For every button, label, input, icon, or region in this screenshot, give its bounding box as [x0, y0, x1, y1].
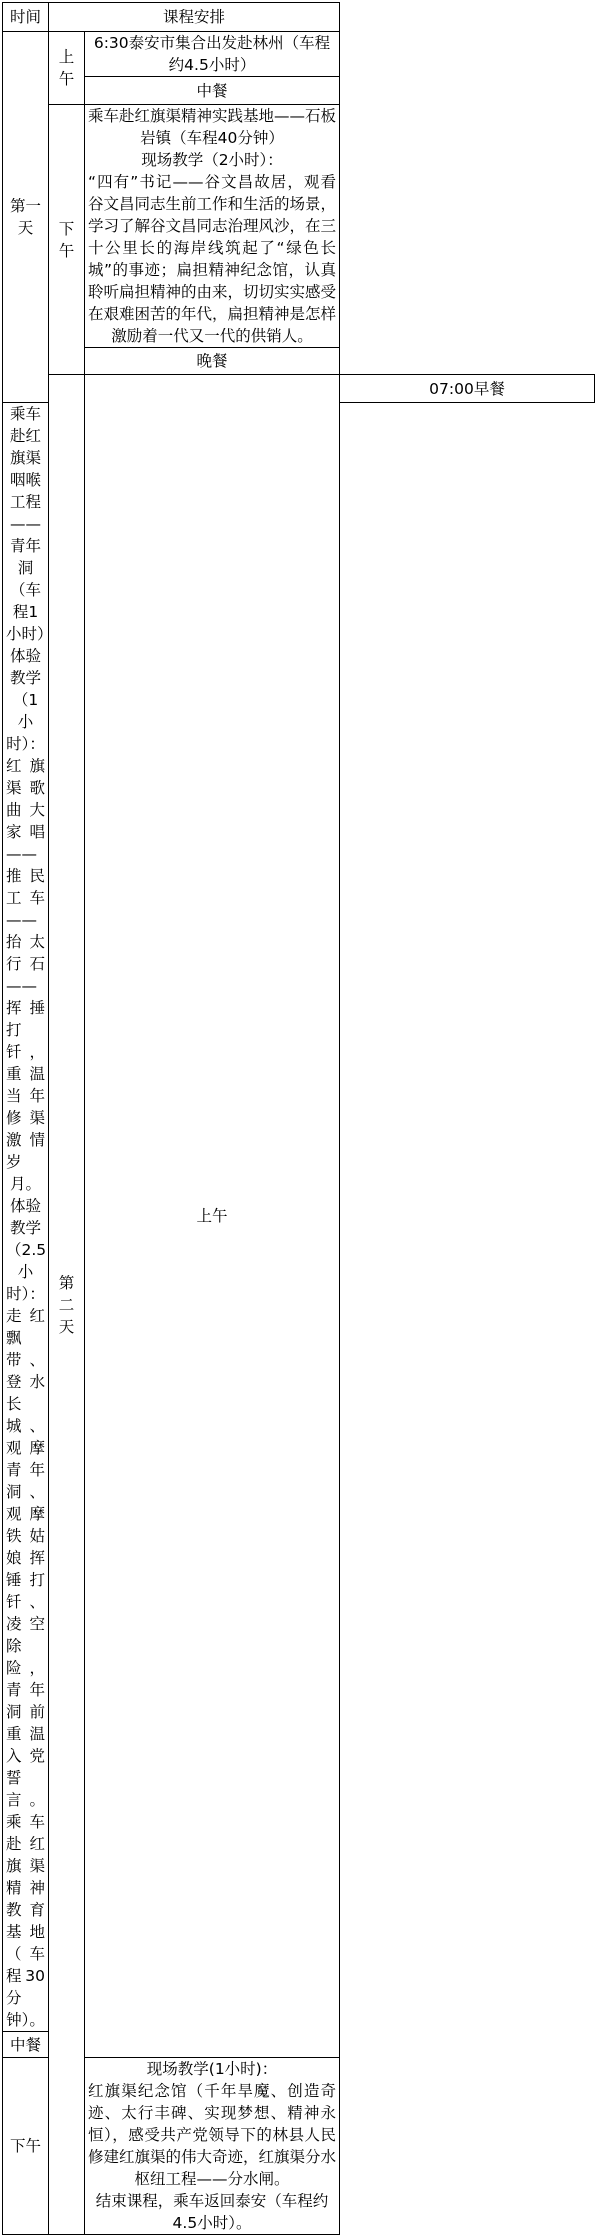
schedule-table	[2, 2, 595, 2235]
day2-morning-period: 上午	[85, 375, 340, 2058]
day2-lunch: 中餐	[3, 2032, 49, 2058]
day1-lunch: 中餐	[85, 77, 340, 105]
header-time: 时间	[3, 3, 49, 32]
day2-label: 第二 天	[49, 375, 85, 2235]
day1-afternoon-para: “四有”书记——谷文昌故居，观看谷文昌同志生前工作和生活的场景，学习了解谷文昌同志治理风沙，在三十公里长的海岸线筑起了“绿色长城”的事迹；扁担精神纪念馆，认真聆听扁担精神的由来，切切实实感受在艰难困苦的年代，扁担精神是怎样激励着一代又一代的供销人。	[88, 173, 337, 345]
day2-afternoon-line1: 现场教学(1小时)：	[146, 2060, 278, 2078]
day1-dinner: 晚餐	[85, 348, 340, 375]
day2-morning-line3: 体验教学（2.5小时）：	[6, 1197, 47, 1303]
day1-morning-row	[3, 32, 595, 77]
day1-morning-period: 上午	[49, 32, 85, 105]
header-schedule: 课程安排	[49, 3, 340, 32]
day1-afternoon-period: 下午	[49, 105, 85, 375]
day2-afternoon-content	[85, 2058, 340, 2235]
day1-afternoon-content	[85, 105, 340, 348]
day2-morning-content	[3, 403, 53, 2032]
day1-lunch-row	[3, 77, 595, 105]
day1-afternoon-line2: 现场教学（2小时）：	[141, 151, 283, 169]
day1-afternoon-row	[3, 105, 595, 348]
day2-breakfast-row	[3, 375, 595, 403]
day2-morning-para1: 红旗渠歌曲大家唱——推民工车——抬太行石——挥捶打钎，重温当年修渠激情岁月。	[6, 757, 45, 1193]
day2-breakfast: 07:00早餐	[340, 375, 595, 403]
day2-morning-para2: 走红飘带、登水长城、观摩青年洞、观摩铁姑娘挥锤打钎、凌空除险，青年洞前重温入党誓言。乘车赴红旗渠精神教育基地（车程30分钟）。	[6, 1307, 45, 2029]
day2-morning-line1: 乘车赴红旗渠咽喉工程——青年洞（车程1小时）	[6, 405, 53, 643]
day1-morning-text: 6:30泰安市集合出发赴林州（车程约4.5小时）	[85, 32, 340, 77]
day1-dinner-row	[3, 348, 595, 375]
day2-afternoon-row	[3, 2058, 595, 2235]
day2-afternoon-line2: 结束课程，乘车返回泰安（车程约4.5小时）。	[95, 2192, 329, 2232]
day1-afternoon-line1: 乘车赴红旗渠精神实践基地——石板岩镇（车程40分钟）	[88, 107, 337, 147]
header-row	[3, 3, 595, 32]
day2-afternoon-para: 红旗渠纪念馆（千年旱魔、创造奇迹、太行丰碑、实现梦想、精神永恒），感受共产党领导下的林县人民修建红旗渠的伟大奇迹，红旗渠分水枢纽工程——分水闸。	[88, 2082, 337, 2188]
day2-afternoon-period: 下午	[3, 2058, 49, 2235]
day1-label: 第一 天	[3, 32, 49, 403]
day2-morning-line2: 体验教学（1小时）：	[6, 647, 45, 753]
